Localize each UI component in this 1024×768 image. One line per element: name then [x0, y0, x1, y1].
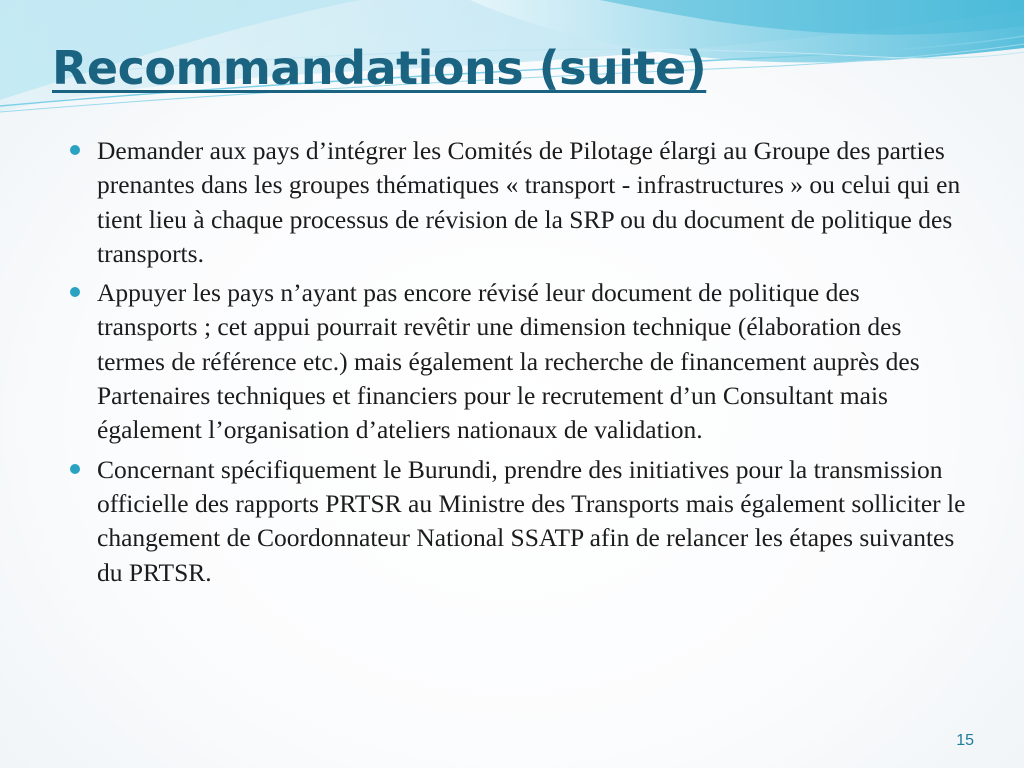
bullet-list — [66, 134, 966, 595]
bullet-item — [66, 453, 966, 590]
bullet-text: Appuyer les pays n’ayant pas encore révisé leur document de politique des transports ; cet appui pourrait revêtir une dimension technique (élaboration des termes de référence etc.) mais également la recherche de financement auprès des Partenaires techniques et financiers pour le recrutement d’un Consultant mais également l’organisation d’ateliers nationaux de validation. — [97, 278, 920, 445]
bullet-text: Demander aux pays d’intégrer les Comités de Pilotage élargi au Groupe des parties prenantes dans les groupes thématiques « transport - infrastructures » ou celui qui en tient lieu à chaque processus de révision de la SRP ou du document de politique des transports. — [97, 136, 961, 268]
page-number: 15 — [956, 732, 974, 749]
bullet-item — [66, 276, 966, 447]
bullet-dot-icon — [70, 464, 80, 474]
bullet-dot-icon — [70, 145, 80, 155]
slide-title: Recommandations (suite) — [52, 41, 707, 95]
bullet-dot-icon — [70, 287, 80, 297]
bullet-text: Concernant spécifiquement le Burundi, prendre des initiatives pour la transmission officielle des rapports PRTSR au Ministre des Transports mais également solliciter le changement de Coordonnateur National SSATP afin de relancer les étapes suivantes du PRTSR. — [97, 454, 966, 587]
bullet-item — [66, 134, 966, 271]
